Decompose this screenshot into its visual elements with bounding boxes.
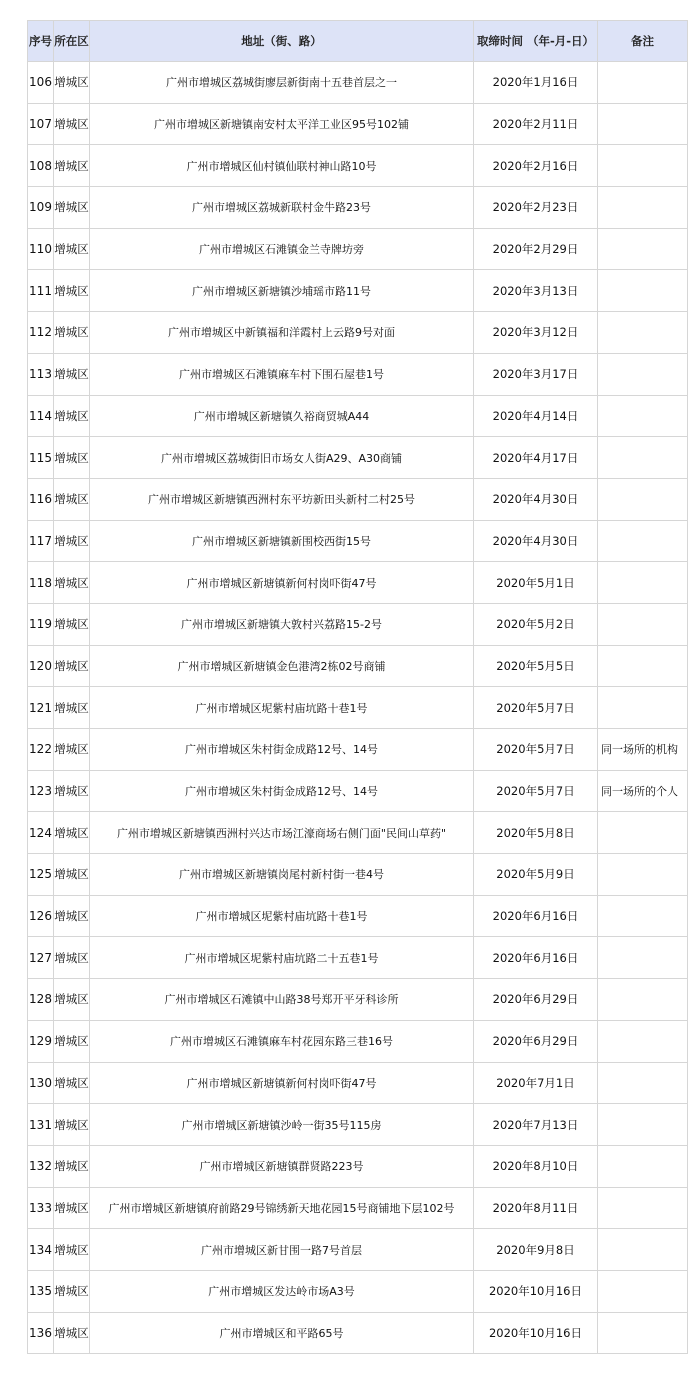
header-date: 取缔时间 （年-月-日） (474, 21, 598, 62)
cell-district: 增城区 (54, 979, 90, 1021)
cell-district: 增城区 (54, 270, 90, 312)
table-row (28, 187, 688, 229)
cell-address: 广州市增城区荔城街廖层新街南十五巷首层之一 (90, 62, 474, 104)
cell-date: 2020年3月17日 (474, 353, 598, 395)
cell-district: 增城区 (54, 1187, 90, 1229)
cell-address: 广州市增城区朱村街金成路12号、14号 (90, 770, 474, 812)
cell-seq: 111 (28, 270, 54, 312)
cell-note (598, 62, 688, 104)
cell-address: 广州市增城区坭紫村庙坑路二十五巷1号 (90, 937, 474, 979)
cell-district: 增城区 (54, 1062, 90, 1104)
cell-seq: 116 (28, 478, 54, 520)
table-row (28, 770, 688, 812)
table-row (28, 937, 688, 979)
cell-seq: 130 (28, 1062, 54, 1104)
cell-date: 2020年6月29日 (474, 979, 598, 1021)
cell-date: 2020年5月2日 (474, 603, 598, 645)
cell-address: 广州市增城区仙村镇仙联村神山路10号 (90, 145, 474, 187)
cell-seq: 114 (28, 395, 54, 437)
cell-note: 同一场所的机构 (598, 729, 688, 771)
cell-date: 2020年4月30日 (474, 478, 598, 520)
table-row (28, 1229, 688, 1271)
table-row (28, 687, 688, 729)
cell-seq: 120 (28, 645, 54, 687)
cell-note (598, 1312, 688, 1354)
cell-district: 增城区 (54, 187, 90, 229)
cell-seq: 127 (28, 937, 54, 979)
table-row (28, 1104, 688, 1146)
header-note: 备注 (598, 21, 688, 62)
cell-date: 2020年6月16日 (474, 895, 598, 937)
cell-note (598, 937, 688, 979)
cell-address: 广州市增城区新塘镇府前路29号锦绣新天地花园15号商铺地下层102号 (90, 1187, 474, 1229)
cell-seq: 110 (28, 228, 54, 270)
table-row (28, 854, 688, 896)
cell-seq: 122 (28, 729, 54, 771)
cell-district: 增城区 (54, 687, 90, 729)
cell-note (598, 478, 688, 520)
cell-district: 增城区 (54, 312, 90, 354)
cell-address: 广州市增城区新甘围一路7号首层 (90, 1229, 474, 1271)
cell-district: 增城区 (54, 770, 90, 812)
table-row (28, 562, 688, 604)
cell-district: 增城区 (54, 603, 90, 645)
cell-date: 2020年2月11日 (474, 103, 598, 145)
cell-seq: 121 (28, 687, 54, 729)
cell-address: 广州市增城区石滩镇麻车村花园东路三巷16号 (90, 1020, 474, 1062)
table-row (28, 478, 688, 520)
cell-district: 增城区 (54, 1270, 90, 1312)
cell-district: 增城区 (54, 62, 90, 104)
cell-seq: 107 (28, 103, 54, 145)
table-row (28, 270, 688, 312)
cell-district: 增城区 (54, 103, 90, 145)
cell-date: 2020年6月29日 (474, 1020, 598, 1062)
cell-date: 2020年3月13日 (474, 270, 598, 312)
cell-address: 广州市增城区荔城街旧市场女人街A29、A30商铺 (90, 437, 474, 479)
cell-date: 2020年4月30日 (474, 520, 598, 562)
cell-date: 2020年5月5日 (474, 645, 598, 687)
cell-seq: 118 (28, 562, 54, 604)
cell-seq: 133 (28, 1187, 54, 1229)
table-row (28, 1187, 688, 1229)
cell-date: 2020年5月7日 (474, 687, 598, 729)
cell-date: 2020年8月10日 (474, 1145, 598, 1187)
cell-district: 增城区 (54, 437, 90, 479)
cell-date: 2020年5月7日 (474, 770, 598, 812)
cell-note (598, 562, 688, 604)
closure-table (27, 20, 688, 1354)
cell-note (598, 1187, 688, 1229)
header-district: 所在区 (54, 21, 90, 62)
cell-seq: 129 (28, 1020, 54, 1062)
cell-district: 增城区 (54, 1145, 90, 1187)
cell-date: 2020年10月16日 (474, 1270, 598, 1312)
cell-district: 增城区 (54, 854, 90, 896)
cell-district: 增城区 (54, 395, 90, 437)
cell-date: 2020年5月1日 (474, 562, 598, 604)
cell-note (598, 437, 688, 479)
cell-note (598, 979, 688, 1021)
cell-seq: 134 (28, 1229, 54, 1271)
cell-note (598, 895, 688, 937)
cell-note (598, 1229, 688, 1271)
cell-district: 增城区 (54, 1229, 90, 1271)
cell-district: 增城区 (54, 1312, 90, 1354)
cell-note (598, 1145, 688, 1187)
cell-note (598, 520, 688, 562)
cell-note (598, 1270, 688, 1312)
cell-address: 广州市增城区新塘镇新围校西街15号 (90, 520, 474, 562)
cell-address: 广州市增城区新塘镇金色港湾2栋02号商铺 (90, 645, 474, 687)
cell-district: 增城区 (54, 520, 90, 562)
cell-note (598, 103, 688, 145)
cell-district: 增城区 (54, 645, 90, 687)
cell-address: 广州市增城区新塘镇新何村岗吓街47号 (90, 1062, 474, 1104)
cell-date: 2020年1月16日 (474, 62, 598, 104)
cell-address: 广州市增城区石滩镇麻车村下围石屋巷1号 (90, 353, 474, 395)
cell-date: 2020年5月9日 (474, 854, 598, 896)
cell-date: 2020年7月1日 (474, 1062, 598, 1104)
cell-seq: 136 (28, 1312, 54, 1354)
table-row (28, 228, 688, 270)
cell-date: 2020年6月16日 (474, 937, 598, 979)
table-body (28, 62, 688, 1354)
table-row (28, 103, 688, 145)
table-row (28, 1312, 688, 1354)
table-row (28, 520, 688, 562)
table-header-row (28, 21, 688, 62)
cell-address: 广州市增城区荔城新联村金牛路23号 (90, 187, 474, 229)
cell-seq: 128 (28, 979, 54, 1021)
cell-note (598, 854, 688, 896)
table-row (28, 1145, 688, 1187)
cell-note (598, 353, 688, 395)
cell-seq: 132 (28, 1145, 54, 1187)
cell-note (598, 395, 688, 437)
header-address: 地址（街、路） (90, 21, 474, 62)
table-row (28, 62, 688, 104)
cell-address: 广州市增城区新塘镇群贤路223号 (90, 1145, 474, 1187)
cell-note (598, 812, 688, 854)
cell-date: 2020年10月16日 (474, 1312, 598, 1354)
cell-address: 广州市增城区新塘镇久裕商贸城A44 (90, 395, 474, 437)
cell-address: 广州市增城区新塘镇大敦村兴荔路15-2号 (90, 603, 474, 645)
cell-note (598, 228, 688, 270)
header-seq: 序号 (28, 21, 54, 62)
cell-seq: 124 (28, 812, 54, 854)
cell-date: 2020年5月7日 (474, 729, 598, 771)
cell-district: 增城区 (54, 478, 90, 520)
cell-seq: 117 (28, 520, 54, 562)
cell-address: 广州市增城区坭紫村庙坑路十巷1号 (90, 687, 474, 729)
cell-note (598, 687, 688, 729)
table-row (28, 312, 688, 354)
cell-district: 增城区 (54, 729, 90, 771)
cell-note (598, 312, 688, 354)
closure-table-container (27, 20, 687, 1354)
cell-date: 2020年4月14日 (474, 395, 598, 437)
cell-date: 2020年2月29日 (474, 228, 598, 270)
cell-address: 广州市增城区中新镇福和洋霞村上云路9号对面 (90, 312, 474, 354)
table-row (28, 1270, 688, 1312)
cell-note (598, 603, 688, 645)
cell-address: 广州市增城区新塘镇沙岭一街35号115房 (90, 1104, 474, 1146)
cell-address: 广州市增城区发达岭市场A3号 (90, 1270, 474, 1312)
cell-note (598, 1020, 688, 1062)
table-row (28, 1062, 688, 1104)
cell-seq: 113 (28, 353, 54, 395)
table-row (28, 729, 688, 771)
table-row (28, 895, 688, 937)
cell-seq: 112 (28, 312, 54, 354)
cell-date: 2020年9月8日 (474, 1229, 598, 1271)
cell-district: 增城区 (54, 895, 90, 937)
cell-seq: 123 (28, 770, 54, 812)
table-row (28, 437, 688, 479)
cell-district: 增城区 (54, 228, 90, 270)
cell-note (598, 187, 688, 229)
cell-note (598, 1062, 688, 1104)
cell-date: 2020年3月12日 (474, 312, 598, 354)
cell-address: 广州市增城区新塘镇沙埔瑶市路11号 (90, 270, 474, 312)
table-row (28, 1020, 688, 1062)
cell-note (598, 1104, 688, 1146)
cell-date: 2020年5月8日 (474, 812, 598, 854)
cell-seq: 131 (28, 1104, 54, 1146)
cell-district: 增城区 (54, 145, 90, 187)
cell-address: 广州市增城区和平路65号 (90, 1312, 474, 1354)
cell-district: 增城区 (54, 562, 90, 604)
cell-address: 广州市增城区新塘镇南安村太平洋工业区95号102铺 (90, 103, 474, 145)
cell-address: 广州市增城区石滩镇金兰寺牌坊旁 (90, 228, 474, 270)
cell-address: 广州市增城区新塘镇新何村岗吓街47号 (90, 562, 474, 604)
cell-seq: 125 (28, 854, 54, 896)
cell-seq: 119 (28, 603, 54, 645)
table-row (28, 395, 688, 437)
cell-note (598, 145, 688, 187)
cell-district: 增城区 (54, 812, 90, 854)
cell-note (598, 270, 688, 312)
table-row (28, 603, 688, 645)
cell-address: 广州市增城区新塘镇西洲村东平坊新田头新村二村25号 (90, 478, 474, 520)
cell-district: 增城区 (54, 1104, 90, 1146)
cell-address: 广州市增城区新塘镇西洲村兴达市场江濠商场右侧门面"民间山草药" (90, 812, 474, 854)
cell-date: 2020年7月13日 (474, 1104, 598, 1146)
cell-date: 2020年2月16日 (474, 145, 598, 187)
cell-address: 广州市增城区坭紫村庙坑路十巷1号 (90, 895, 474, 937)
table-row (28, 812, 688, 854)
cell-seq: 115 (28, 437, 54, 479)
cell-address: 广州市增城区朱村街金成路12号、14号 (90, 729, 474, 771)
cell-seq: 108 (28, 145, 54, 187)
cell-note (598, 645, 688, 687)
cell-seq: 106 (28, 62, 54, 104)
cell-district: 增城区 (54, 937, 90, 979)
cell-address: 广州市增城区石滩镇中山路38号郑开平牙科诊所 (90, 979, 474, 1021)
table-row (28, 145, 688, 187)
cell-address: 广州市增城区新塘镇岗尾村新村街一巷4号 (90, 854, 474, 896)
cell-date: 2020年2月23日 (474, 187, 598, 229)
table-row (28, 979, 688, 1021)
cell-seq: 109 (28, 187, 54, 229)
cell-district: 增城区 (54, 1020, 90, 1062)
cell-date: 2020年8月11日 (474, 1187, 598, 1229)
table-row (28, 353, 688, 395)
cell-date: 2020年4月17日 (474, 437, 598, 479)
cell-district: 增城区 (54, 353, 90, 395)
cell-seq: 126 (28, 895, 54, 937)
cell-note: 同一场所的个人 (598, 770, 688, 812)
table-row (28, 645, 688, 687)
cell-seq: 135 (28, 1270, 54, 1312)
